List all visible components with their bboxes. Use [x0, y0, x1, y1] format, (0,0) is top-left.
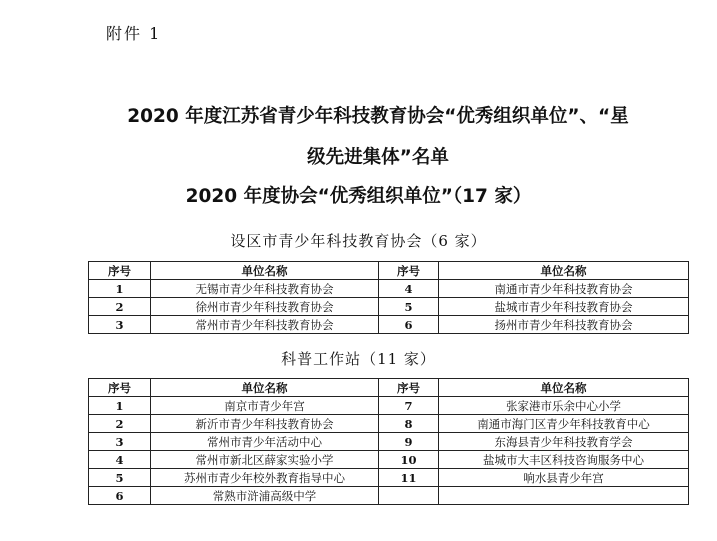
row-number: 4	[379, 280, 439, 298]
row-number: 1	[89, 280, 151, 298]
unit-name: 苏州市青少年校外教育指导中心	[151, 469, 379, 487]
header-name: 单位名称	[151, 262, 379, 280]
unit-name: 徐州市青少年科技教育协会	[151, 298, 379, 316]
unit-name: 常州市新北区薛家实验小学	[151, 451, 379, 469]
table-row	[89, 316, 689, 334]
unit-name: 常州市青少年活动中心	[151, 433, 379, 451]
unit-name: 盐城市大丰区科技咨询服务中心	[439, 451, 689, 469]
districts-table	[88, 261, 689, 334]
unit-name: 常熟市浒浦高级中学	[151, 487, 379, 505]
table-row	[89, 469, 689, 487]
row-number: 10	[379, 451, 439, 469]
table-header-row	[89, 379, 689, 397]
row-number: 5	[379, 298, 439, 316]
table-row	[89, 280, 689, 298]
section-heading-districts: 设区市青少年科技教育协会（6 家）	[230, 232, 487, 250]
table-header-row	[89, 262, 689, 280]
unit-name: 盐城市青少年科技教育协会	[439, 298, 689, 316]
row-number: 7	[379, 397, 439, 415]
header-no: 序号	[379, 262, 439, 280]
unit-name: 张家港市乐余中心小学	[439, 397, 689, 415]
row-number: 6	[89, 487, 151, 505]
row-number: 1	[89, 397, 151, 415]
document-subtitle: 2020 年度协会“优秀组织单位”（17 家）	[185, 186, 532, 207]
unit-name: 常州市青少年科技教育协会	[151, 316, 379, 334]
section-heading-workstations: 科普工作站（11 家）	[281, 350, 436, 368]
table-row	[89, 415, 689, 433]
table-row	[89, 451, 689, 469]
unit-name: 南通市青少年科技教育协会	[439, 280, 689, 298]
header-no: 序号	[379, 379, 439, 397]
row-number: 3	[89, 433, 151, 451]
header-name: 单位名称	[439, 379, 689, 397]
row-number: 5	[89, 469, 151, 487]
unit-name	[439, 487, 689, 505]
header-name: 单位名称	[151, 379, 379, 397]
unit-name: 响水县青少年宫	[439, 469, 689, 487]
row-number	[379, 487, 439, 505]
row-number: 2	[89, 415, 151, 433]
attachment-label: 附件 1	[106, 24, 162, 43]
row-number: 3	[89, 316, 151, 334]
row-number: 6	[379, 316, 439, 334]
title-line-2: 级先进集体”名单	[307, 147, 449, 168]
header-no: 序号	[89, 379, 151, 397]
title-line-1: 2020 年度江苏省青少年科技教育协会“优秀组织单位”、“星	[127, 106, 629, 127]
workstations-table	[88, 378, 689, 505]
unit-name: 无锡市青少年科技教育协会	[151, 280, 379, 298]
unit-name: 新沂市青少年科技教育协会	[151, 415, 379, 433]
unit-name: 扬州市青少年科技教育协会	[439, 316, 689, 334]
row-number: 9	[379, 433, 439, 451]
row-number: 4	[89, 451, 151, 469]
row-number: 2	[89, 298, 151, 316]
unit-name: 南通市海门区青少年科技教育中心	[439, 415, 689, 433]
unit-name: 南京市青少年宫	[151, 397, 379, 415]
row-number: 8	[379, 415, 439, 433]
row-number: 11	[379, 469, 439, 487]
unit-name: 东海县青少年科技教育学会	[439, 433, 689, 451]
document-title	[98, 96, 658, 178]
table-row	[89, 298, 689, 316]
table-row	[89, 433, 689, 451]
header-name: 单位名称	[439, 262, 689, 280]
header-no: 序号	[89, 262, 151, 280]
table-row	[89, 397, 689, 415]
table-row	[89, 487, 689, 505]
